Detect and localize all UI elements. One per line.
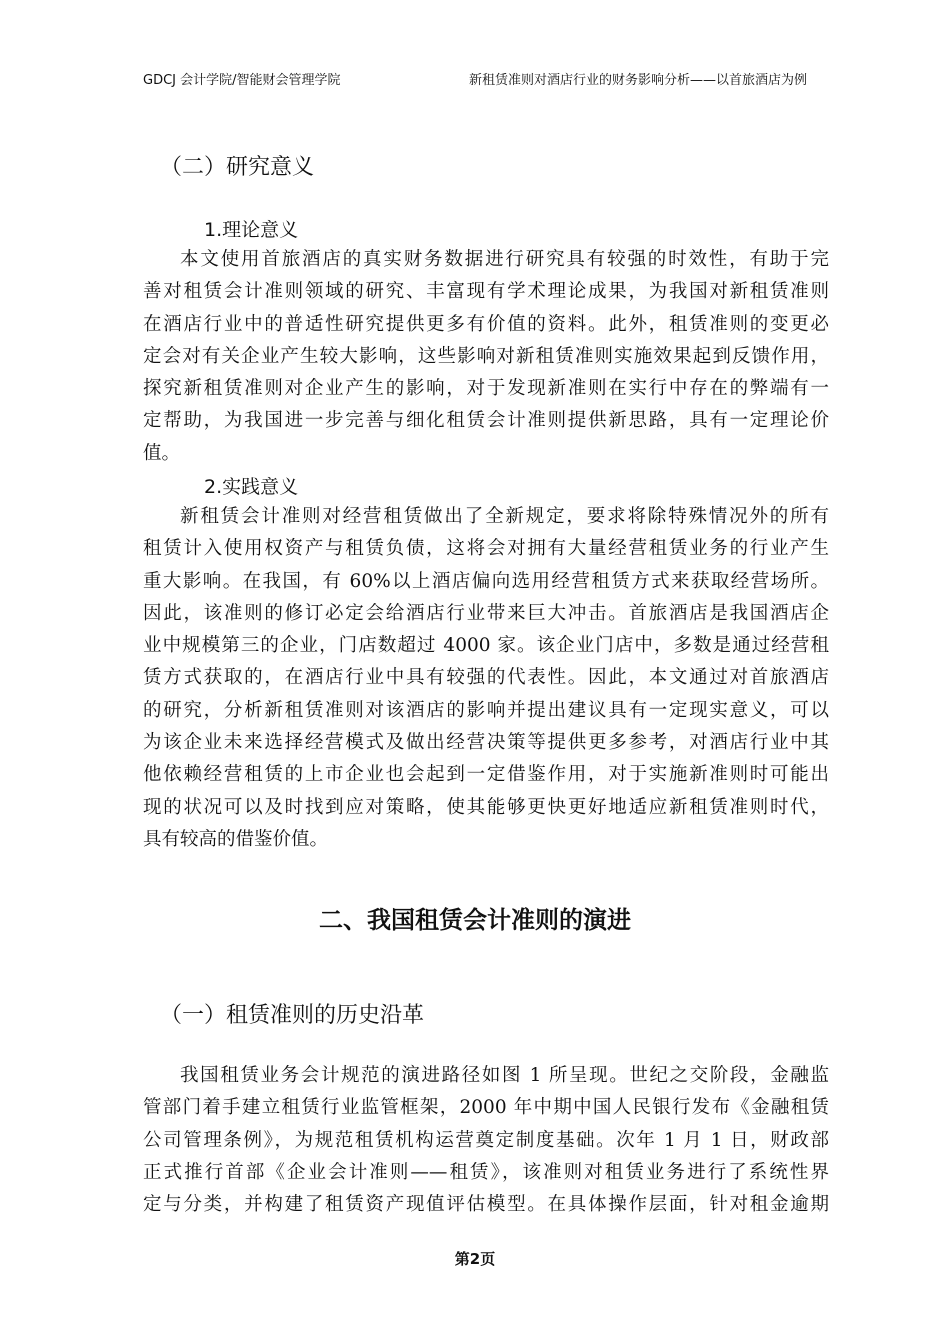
text-line: 重大影响。在我国，有 60%以上酒店偏向选用经营租赁方式来获取经营场所。 bbox=[143, 570, 829, 592]
text-line: 现的状况可以及时找到应对策略，使其能够更快更好地适应新租赁准则时代， bbox=[143, 796, 829, 818]
text-line: 善对租赁会计准则领域的研究、丰富现有学术理论成果，为我国对新租赁准则 bbox=[143, 281, 829, 303]
chapter-heading: 二、我国租赁会计准则的演进 bbox=[319, 906, 631, 934]
text-line: 的研究，分析新租赁准则对该酒店的影响并提出建议具有一定现实意义，可以 bbox=[143, 699, 829, 721]
text-line: 具有较高的借鉴价值。 bbox=[143, 828, 329, 850]
page-number: 第2页 bbox=[454, 1250, 496, 1268]
subheading-theoretical-significance: 1.理论意义 bbox=[204, 219, 299, 241]
text-line: 定会对有关企业产生较大影响，这些影响对新租赁准则实施效果起到反馈作用， bbox=[143, 345, 829, 367]
text-line: 我国租赁业务会计规范的演进路径如图 1 所呈现。世纪之交阶段，金融监 bbox=[180, 1065, 829, 1086]
text-line: 值。 bbox=[143, 442, 181, 464]
text-line: 在酒店行业中的普适性研究提供更多有价值的资料。此外，租赁准则的变更必 bbox=[143, 313, 829, 335]
text-line: 本文使用首旅酒店的真实财务数据进行研究具有较强的时效性，有助于完 bbox=[180, 249, 829, 270]
section-heading-history: （一）租赁准则的历史沿革 bbox=[160, 1003, 425, 1028]
section-heading-research-significance: （二）研究意义 bbox=[160, 155, 315, 180]
text-line: 探究新租赁准则对企业产生的影响，对于发现新准则在实行中存在的弊端有一 bbox=[143, 378, 829, 400]
text-line: 因此，该准则的修订必定会给酒店行业带来巨大冲击。首旅酒店是我国酒店企 bbox=[143, 602, 829, 624]
text-line: 定与分类，并构建了租赁资产现值评估模型。在具体操作层面，针对租金逾期 bbox=[143, 1194, 829, 1216]
text-line: 管部门着手建立租赁行业监管框架，2000 年中期中国人民银行发布《金融租赁 bbox=[143, 1097, 829, 1119]
running-header-left: GDCJ 会计学院/智能财会管理学院 bbox=[143, 73, 341, 88]
text-line: 公司管理条例》，为规范租赁机构运营奠定制度基础。次年 1 月 1 日，财政部 bbox=[143, 1129, 829, 1151]
text-line: 正式推行首部《企业会计准则——租赁》，该准则对租赁业务进行了系统性界 bbox=[143, 1161, 829, 1183]
text-line: 业中规模第三的企业，门店数超过 4000 家。该企业门店中，多数是通过经营租 bbox=[143, 635, 829, 657]
paragraph-history bbox=[143, 1060, 829, 1221]
text-line: 他依赖经营租赁的上市企业也会起到一定借鉴作用，对于实施新准则时可能出 bbox=[143, 764, 829, 786]
subheading-practical-significance: 2.实践意义 bbox=[204, 476, 299, 498]
text-line: 定帮助，为我国进一步完善与细化租赁会计准则提供新思路，具有一定理论价 bbox=[143, 410, 829, 432]
text-line: 租赁计入使用权资产与租赁负债，这将会对拥有大量经营租赁业务的行业产生 bbox=[143, 538, 829, 560]
paragraph-practical bbox=[143, 501, 829, 856]
paragraph-theoretical bbox=[143, 244, 829, 470]
text-line: 赁方式获取的，在酒店行业中具有较强的代表性。因此，本文通过对首旅酒店 bbox=[143, 667, 829, 689]
running-header-right: 新租赁准则对酒店行业的财务影响分析——以首旅酒店为例 bbox=[468, 73, 807, 88]
text-line: 为该企业未来选择经营模式及做出经营决策等提供更多参考，对酒店行业中其 bbox=[143, 732, 829, 754]
text-line: 新租赁会计准则对经营租赁做出了全新规定，要求将除特殊情况外的所有 bbox=[180, 506, 829, 527]
